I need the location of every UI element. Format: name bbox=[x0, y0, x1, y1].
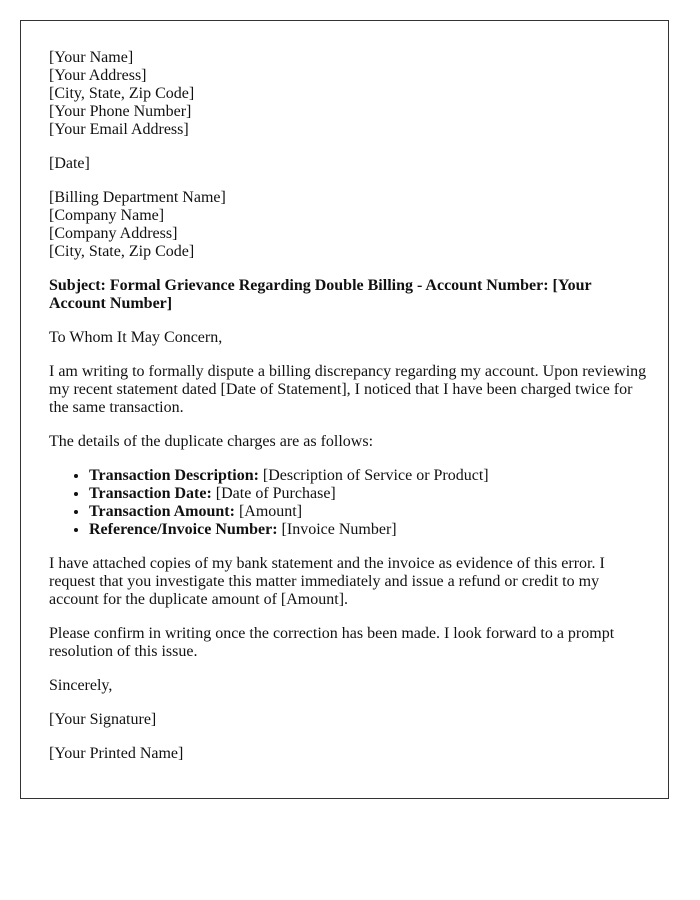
detail-value: [Amount] bbox=[234, 503, 303, 520]
detail-value: [Invoice Number] bbox=[277, 521, 397, 538]
recipient-block bbox=[49, 189, 648, 261]
closing: Sincerely, bbox=[49, 677, 113, 694]
sender-email: [Your Email Address] bbox=[49, 121, 189, 138]
paragraph-4: Please confirm in writing once the correction has been made. I look forward to a prompt resolution of this issue. bbox=[49, 625, 615, 660]
recipient-company: [Company Name] bbox=[49, 207, 165, 224]
paragraph-1: I am writing to formally dispute a billing discrepancy regarding my account. Upon reviewing my recent statement dated [Date of Statement], I noticed that I have been charged twice for the same transaction. bbox=[49, 363, 647, 416]
sender-block bbox=[49, 49, 648, 139]
detail-label: Transaction Date: bbox=[89, 485, 212, 502]
list-item bbox=[89, 503, 648, 521]
paragraph-2: The details of the duplicate charges are as follows: bbox=[49, 433, 374, 450]
sender-phone: [Your Phone Number] bbox=[49, 103, 192, 120]
detail-value: [Date of Purchase] bbox=[211, 485, 336, 502]
recipient-address: [Company Address] bbox=[49, 225, 178, 242]
sender-address: [Your Address] bbox=[49, 67, 147, 84]
letter bbox=[20, 20, 669, 799]
subject-line: Subject: Formal Grievance Regarding Double Billing - Account Number: [Your Account Number] bbox=[49, 277, 592, 312]
details-list bbox=[49, 467, 648, 539]
sender-name: [Your Name] bbox=[49, 49, 134, 66]
paragraph-3: I have attached copies of my bank statement and the invoice as evidence of this error. I request that you investigate this matter immediately and issue a refund or credit to my account for the duplicate amount of [Amount]. bbox=[49, 555, 605, 608]
detail-label: Transaction Amount: bbox=[89, 503, 235, 520]
signature: [Your Signature] bbox=[49, 711, 157, 728]
salutation: To Whom It May Concern, bbox=[49, 329, 223, 346]
date: [Date] bbox=[49, 155, 90, 172]
recipient-department: [Billing Department Name] bbox=[49, 189, 226, 206]
detail-value: [Description of Service or Product] bbox=[258, 467, 489, 484]
detail-label: Reference/Invoice Number: bbox=[89, 521, 278, 538]
recipient-city: [City, State, Zip Code] bbox=[49, 243, 195, 260]
detail-label: Transaction Description: bbox=[89, 467, 259, 484]
list-item bbox=[89, 467, 648, 485]
printed-name: [Your Printed Name] bbox=[49, 745, 184, 762]
list-item bbox=[89, 521, 648, 539]
sender-city: [City, State, Zip Code] bbox=[49, 85, 195, 102]
list-item bbox=[89, 485, 648, 503]
